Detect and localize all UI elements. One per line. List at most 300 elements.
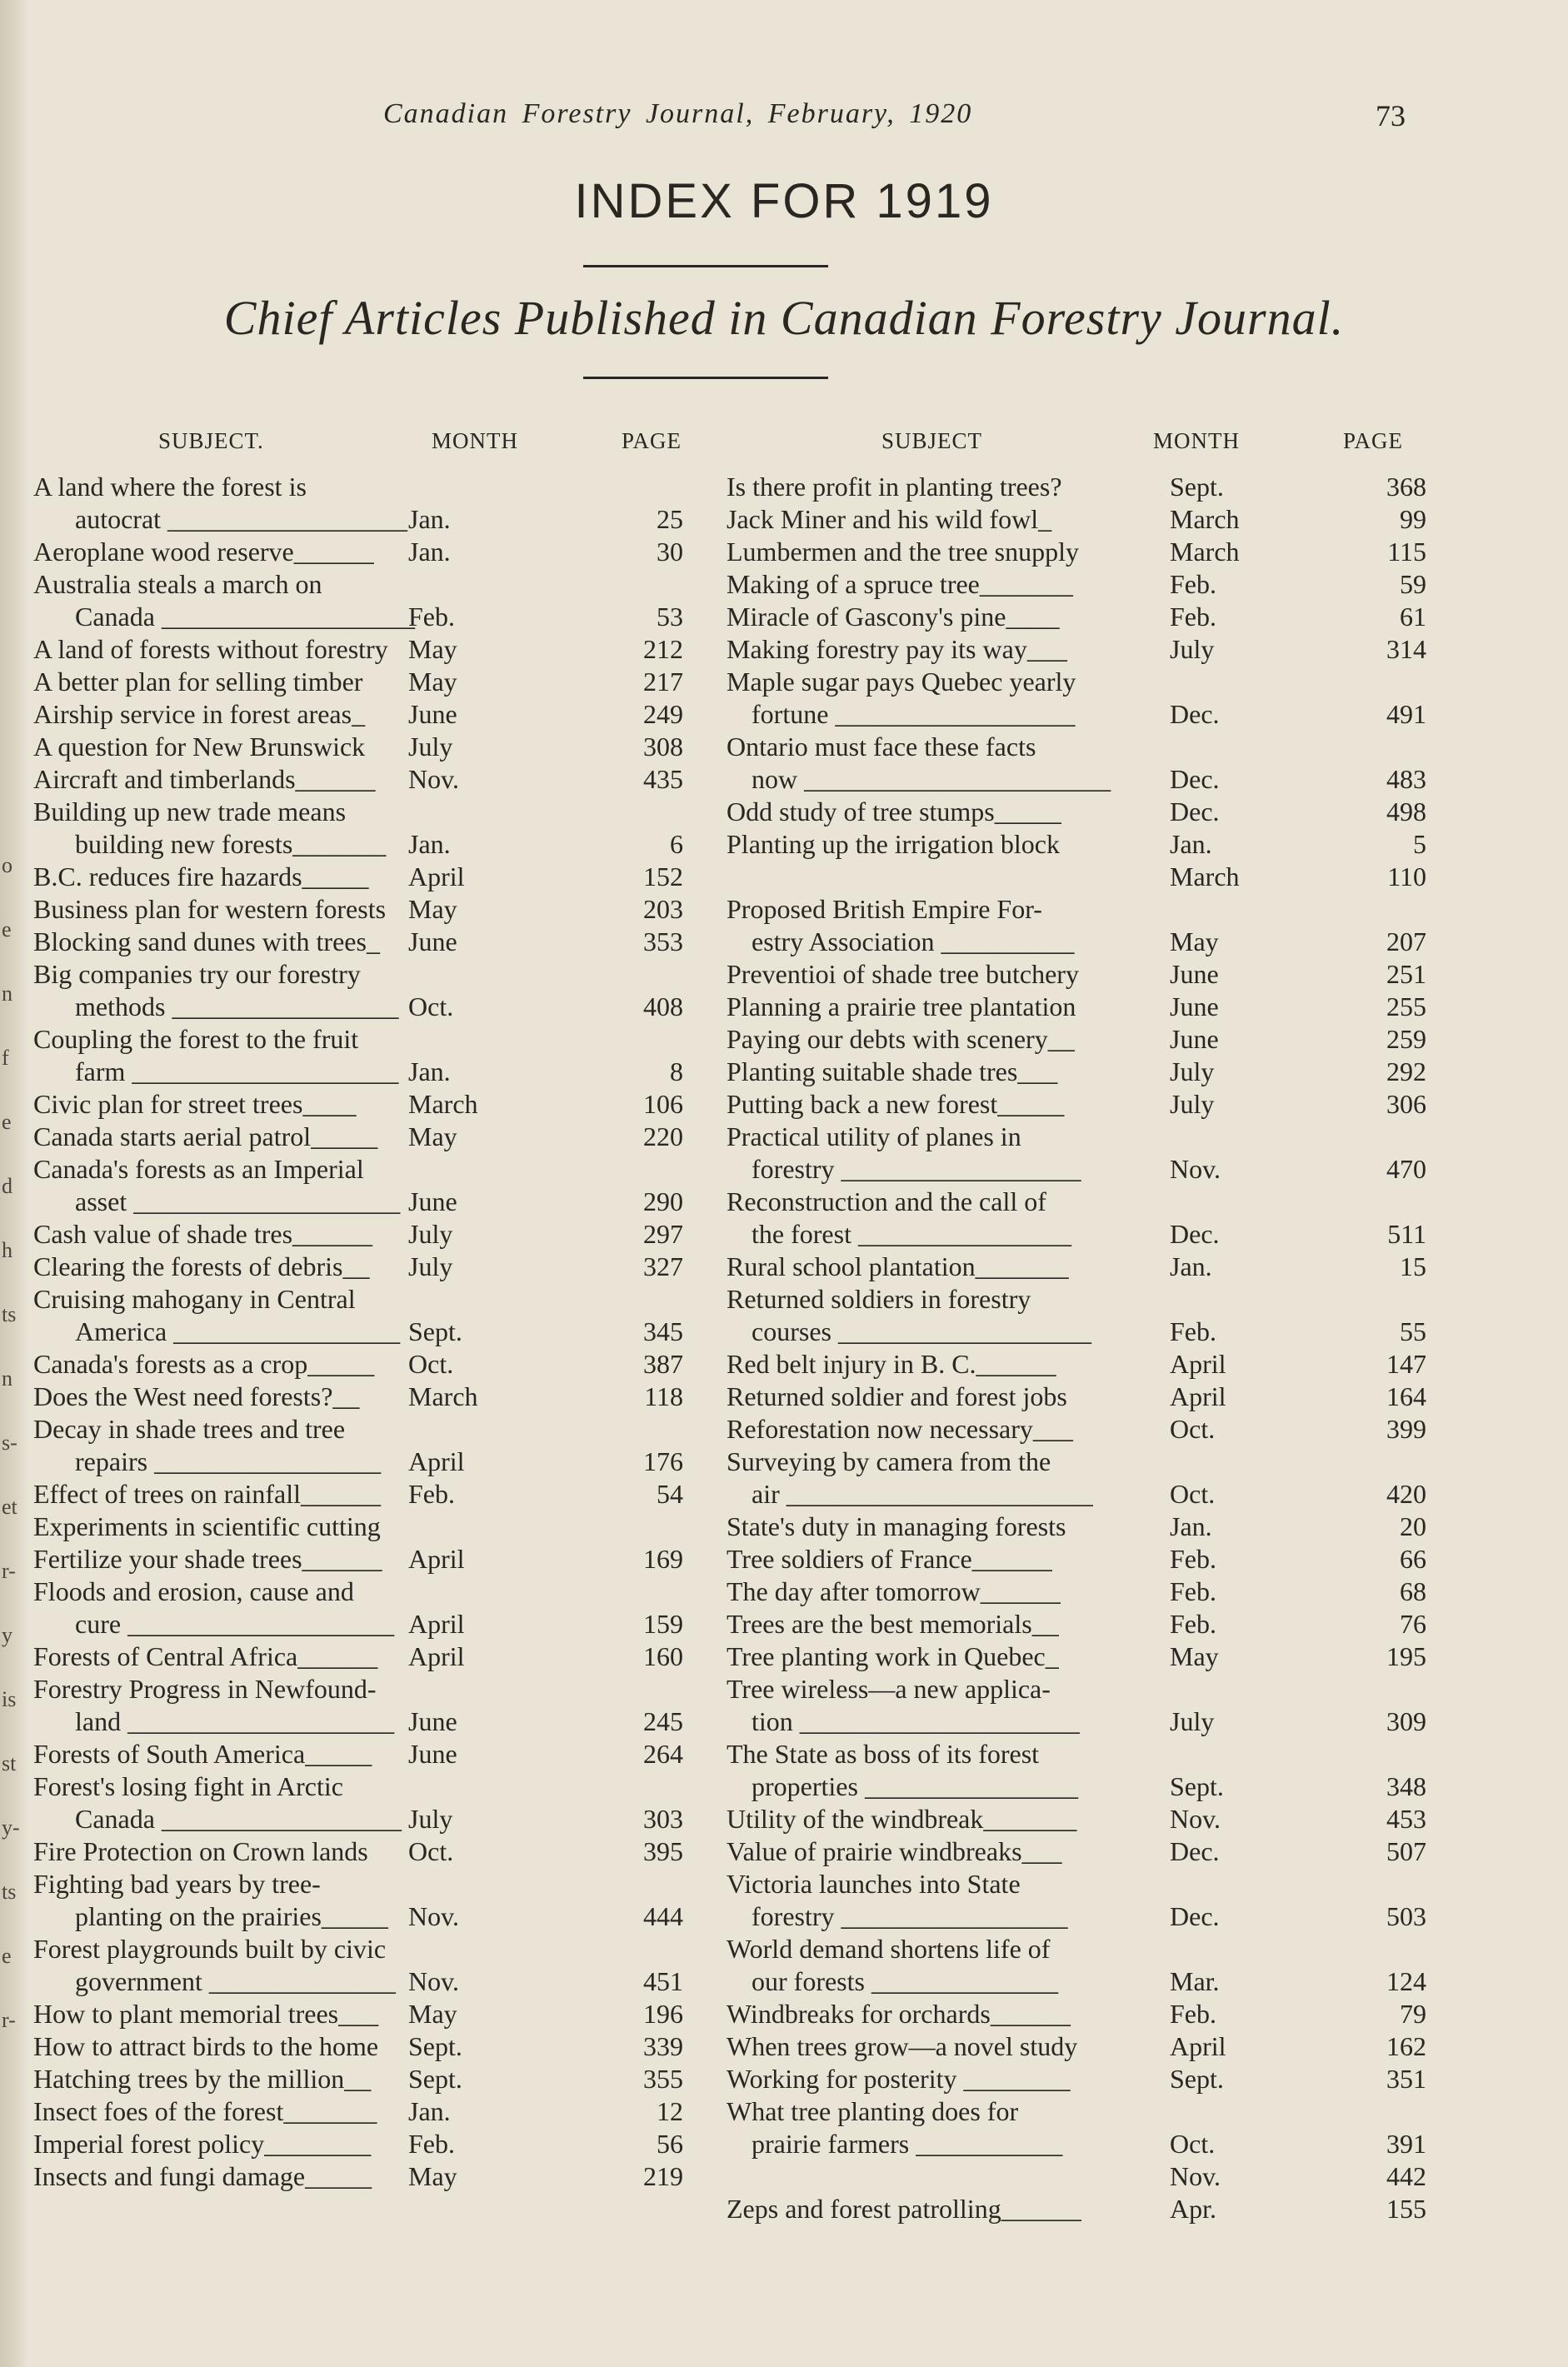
entry-line [0, 1186, 717, 1218]
entry-line [727, 2030, 1443, 2063]
entry-line [727, 1381, 1443, 1413]
entry-line [0, 763, 717, 796]
entry-line [727, 568, 1443, 601]
entry-page: 314 [1386, 634, 1426, 664]
index-entry [727, 1413, 1443, 1446]
entry-page: 435 [643, 764, 683, 794]
index-entry [0, 1998, 717, 2030]
entry-month: Mar. [1170, 1966, 1220, 1996]
entry-subject: Forests of South America_____ [33, 1739, 372, 1769]
entry-month: May [1170, 1641, 1219, 1671]
index-entry [0, 2063, 717, 2095]
entry-page: 203 [643, 894, 683, 924]
entry-subject: building new forests_______ [75, 829, 387, 859]
index-entry [0, 1381, 717, 1413]
index-entry [727, 1023, 1443, 1056]
entry-subject: Big companies try our forestry [33, 959, 361, 989]
entry-subject: Canada's forests as an Imperial [33, 1154, 364, 1184]
entry-subject: Coupling the forest to the fruit [33, 1024, 359, 1054]
entry-line [0, 698, 717, 731]
entry-page: 169 [643, 1544, 683, 1574]
index-entry [0, 2160, 717, 2193]
entry-line [727, 1446, 1443, 1478]
index-entry [727, 2030, 1443, 2063]
entry-line [0, 1933, 717, 1965]
index-entry [0, 1673, 717, 1738]
entry-page: 391 [1386, 2129, 1426, 2159]
entry-line [0, 1868, 717, 1900]
index-entry [0, 2128, 717, 2160]
entry-line [727, 796, 1443, 828]
entry-month: Feb. [1170, 1544, 1216, 1574]
entry-page: 220 [643, 1121, 683, 1151]
entry-month: Sept. [408, 2064, 462, 2094]
entry-page: 195 [1386, 1641, 1426, 1671]
index-entry [727, 893, 1443, 958]
entry-line [727, 1738, 1443, 1770]
index-entry [0, 471, 717, 536]
entry-subject: Making of a spruce tree_______ [727, 569, 1073, 599]
entry-page: 308 [643, 732, 683, 762]
entry-subject: The day after tomorrow______ [727, 1576, 1061, 1606]
index-entry [727, 471, 1443, 503]
entry-month: Sept. [1170, 2064, 1224, 2094]
entry-page: 160 [643, 1641, 683, 1671]
entry-subject: Reforestation now necessary___ [727, 1414, 1073, 1444]
entry-month: April [1170, 1349, 1226, 1379]
entry-month: Oct. [408, 1836, 454, 1866]
entry-subject: Canada's forests as a crop_____ [33, 1349, 375, 1379]
entry-page: 68 [1400, 1576, 1426, 1606]
entry-month: March [1170, 504, 1240, 534]
entry-subject: Canada starts aerial patrol_____ [33, 1121, 378, 1151]
index-entry [0, 1218, 717, 1251]
gutter-fragment: f [2, 1046, 9, 1070]
index-entry [0, 926, 717, 958]
entry-subject: What tree planting does for [727, 2096, 1019, 2126]
index-entry [727, 828, 1443, 861]
index-entry [0, 1413, 717, 1478]
entry-subject: properties ________________ [752, 1771, 1078, 1801]
index-entry [0, 1770, 717, 1835]
entry-line [727, 1900, 1443, 1933]
entry-line [727, 1640, 1443, 1673]
entry-subject: Aircraft and timberlands______ [33, 764, 376, 794]
entry-month: Oct. [1170, 1479, 1216, 1509]
entry-line [0, 666, 717, 698]
entry-month: Feb. [1170, 602, 1216, 632]
entry-line [0, 1511, 717, 1543]
entry-line [727, 1186, 1443, 1218]
entry-subject: Imperial forest policy________ [33, 2129, 372, 2159]
entry-subject: our forests ______________ [752, 1966, 1058, 1996]
entry-month: May [408, 894, 457, 924]
entry-line [0, 1998, 717, 2030]
entry-month: July [408, 1251, 453, 1281]
index-entry [727, 1348, 1443, 1381]
entry-subject: tion _____________________ [752, 1706, 1080, 1736]
entry-line [0, 1446, 717, 1478]
entry-page: 110 [1387, 861, 1426, 891]
index-entry [727, 796, 1443, 828]
entry-month: Jan. [408, 504, 451, 534]
title-divider [583, 265, 828, 267]
index-entry [727, 1381, 1443, 1413]
entry-month: Jan. [408, 829, 451, 859]
entry-month: Dec. [1170, 1836, 1220, 1866]
gutter-fragment: s- [2, 1431, 17, 1455]
entry-page: 76 [1400, 1609, 1426, 1639]
entry-subject: air _______________________ [752, 1479, 1093, 1509]
index-entry [0, 958, 717, 1023]
entry-page: 15 [1400, 1251, 1426, 1281]
entry-subject: Paying our debts with scenery__ [727, 1024, 1075, 1054]
entry-line [727, 1056, 1443, 1088]
entry-page: 306 [1386, 1089, 1426, 1119]
entry-page: 53 [657, 602, 683, 632]
index-subtitle: Chief Articles Published in Canadian Forestry Journal. [223, 291, 1345, 345]
entry-subject: farm ____________________ [75, 1056, 399, 1086]
entry-line [727, 1478, 1443, 1511]
entry-line [727, 633, 1443, 666]
entry-subject: land ____________________ [75, 1706, 395, 1736]
entry-subject: Experiments in scientific cutting [33, 1511, 381, 1541]
entry-line [0, 1413, 717, 1446]
gutter-fragment: et [2, 1495, 17, 1519]
entry-month: June [408, 1739, 457, 1769]
entry-month: June [408, 699, 457, 729]
entry-line [0, 1576, 717, 1608]
entry-month: Feb. [1170, 569, 1216, 599]
entry-subject: forestry __________________ [752, 1154, 1081, 1184]
entry-page: 444 [643, 1901, 683, 1931]
entry-line [727, 1088, 1443, 1121]
entry-subject: Business plan for western forests [33, 894, 387, 924]
index-entry [727, 2160, 1443, 2193]
entry-subject: Decay in shade trees and tree [33, 1414, 346, 1444]
entry-month: Feb. [408, 2129, 455, 2159]
entry-line [0, 1608, 717, 1640]
entry-page: 290 [643, 1186, 683, 1216]
entry-subject: now _______________________ [752, 764, 1111, 794]
entry-page: 451 [643, 1966, 683, 1996]
entry-subject: the forest ________________ [752, 1219, 1071, 1249]
entry-subject: estry Association __________ [752, 926, 1075, 956]
entry-line [727, 471, 1443, 503]
entry-month: June [408, 926, 457, 956]
index-entry [0, 1088, 717, 1121]
entry-month: April [408, 861, 465, 891]
entry-month: Oct. [1170, 1414, 1216, 1444]
entry-line [0, 1738, 717, 1770]
index-entry [727, 1056, 1443, 1088]
entry-month: May [408, 2161, 457, 2191]
entry-line [0, 1835, 717, 1868]
entry-line [0, 2063, 717, 2095]
gutter-fragment: e [2, 1944, 12, 1968]
entry-month: Feb. [1170, 1576, 1216, 1606]
entry-line [0, 536, 717, 568]
journal-title: Canadian Forestry Journal, February, 1920 [383, 98, 973, 129]
entry-line [727, 1998, 1443, 2030]
entry-subject: Maple sugar pays Quebec yearly [727, 667, 1076, 697]
entry-page: 498 [1386, 796, 1426, 826]
entry-month: Oct. [408, 991, 454, 1021]
entry-subject: Planting up the irrigation block [727, 829, 1060, 859]
entry-month: Jan. [1170, 1511, 1212, 1541]
index-entry [727, 991, 1443, 1023]
index-entry [0, 1348, 717, 1381]
entry-line [727, 1965, 1443, 1998]
entry-page: 368 [1386, 472, 1426, 502]
entry-subject: Does the West need forests?__ [33, 1381, 360, 1411]
entry-subject: fortune __________________ [752, 699, 1076, 729]
right-month-header: MONTH [1153, 428, 1240, 453]
index-entry [0, 893, 717, 926]
entry-page: 56 [657, 2129, 683, 2159]
entry-line [0, 731, 717, 763]
index-entry [727, 503, 1443, 536]
index-entry [727, 1251, 1443, 1283]
entry-line [0, 2160, 717, 2193]
entry-month: Sept. [1170, 472, 1224, 502]
entry-month: Nov. [1170, 1804, 1221, 1834]
page-number: 73 [1376, 99, 1406, 132]
entry-subject: Aeroplane wood reserve______ [33, 537, 374, 567]
gutter-fragment: e [2, 917, 12, 941]
entry-subject: Victoria launches into State [727, 1869, 1021, 1899]
entry-subject: State's duty in managing forests [727, 1511, 1066, 1541]
entry-subject: methods _________________ [75, 991, 399, 1021]
index-entry [727, 1933, 1443, 1998]
entry-subject: Is there profit in planting trees? [727, 472, 1062, 502]
entry-subject: Odd study of tree stumps_____ [727, 796, 1061, 826]
entry-page: 79 [1400, 1999, 1426, 2029]
index-entry [727, 1446, 1443, 1511]
entry-page: 54 [657, 1479, 683, 1509]
entry-month: Apr. [1170, 2194, 1216, 2224]
index-entry [0, 536, 717, 568]
index-entry [0, 1576, 717, 1640]
entry-subject: Red belt injury in B. C.______ [727, 1349, 1056, 1379]
entry-month: Dec. [1170, 1901, 1220, 1931]
entry-month: June [408, 1186, 457, 1216]
entry-subject: Windbreaks for orchards______ [727, 1999, 1071, 2029]
page-header [0, 98, 1568, 140]
index-entry [727, 1998, 1443, 2030]
entry-month: April [1170, 1381, 1226, 1411]
entry-month: April [1170, 2031, 1226, 2061]
index-entry [727, 633, 1443, 666]
entry-page: 155 [1386, 2194, 1426, 2224]
index-entry [0, 2095, 717, 2128]
entry-month: April [408, 1609, 465, 1639]
index-entry [0, 1283, 717, 1348]
entry-month: Nov. [1170, 1154, 1221, 1184]
entry-month: Jan. [1170, 1251, 1212, 1281]
entry-page: 351 [1386, 2064, 1426, 2094]
entry-page: 106 [643, 1089, 683, 1119]
left-month-header: MONTH [432, 428, 518, 453]
entry-line [727, 1316, 1443, 1348]
entry-subject: Civic plan for street trees____ [33, 1089, 357, 1119]
index-entry [727, 958, 1443, 991]
gutter-fragment: n [2, 1366, 12, 1391]
entry-line [727, 2095, 1443, 2128]
entry-page: 25 [657, 504, 683, 534]
entry-line [0, 991, 717, 1023]
entry-subject: forestry _________________ [752, 1901, 1068, 1931]
entry-line [0, 1316, 717, 1348]
entry-subject: Cruising mahogany in Central [33, 1284, 356, 1314]
entry-line [727, 861, 1443, 893]
entry-month: Nov. [408, 764, 460, 794]
entry-subject: B.C. reduces fire hazards_____ [33, 861, 369, 891]
entry-page: 20 [1400, 1511, 1426, 1541]
entry-month: July [408, 732, 453, 762]
entry-line [727, 2160, 1443, 2193]
entry-page: 264 [643, 1739, 683, 1769]
entry-page: 353 [643, 926, 683, 956]
entry-line [0, 1900, 717, 1933]
entry-month: July [408, 1804, 453, 1834]
entry-line [727, 666, 1443, 698]
entry-subject: government ______________ [75, 1966, 396, 1996]
entry-subject: Planting suitable shade tres___ [727, 1056, 1058, 1086]
entry-page: 399 [1386, 1414, 1426, 1444]
entry-page: 115 [1387, 537, 1426, 567]
entry-page: 408 [643, 991, 683, 1021]
index-entry [727, 1121, 1443, 1186]
entry-page: 207 [1386, 926, 1426, 956]
entry-subject: Forest playgrounds built by civic [33, 1934, 387, 1964]
entry-subject: Clearing the forests of debris__ [33, 1251, 370, 1281]
index-entry [0, 1543, 717, 1576]
index-entry [0, 1153, 717, 1218]
entry-line [0, 861, 717, 893]
entry-month: Nov. [408, 1901, 460, 1931]
right-index-column [727, 471, 1443, 2225]
entry-line [0, 1543, 717, 1576]
entry-line [727, 2063, 1443, 2095]
entry-line [0, 828, 717, 861]
entry-line [727, 828, 1443, 861]
entry-line [727, 1576, 1443, 1608]
entry-page: 219 [643, 2161, 683, 2191]
entry-month: Feb. [408, 1479, 455, 1509]
entry-month: July [1170, 1706, 1215, 1736]
right-page-header: PAGE [1343, 428, 1404, 453]
entry-page: 59 [1400, 569, 1426, 599]
entry-page: 162 [1386, 2031, 1426, 2061]
entry-line [727, 1121, 1443, 1153]
entry-subject: Rural school plantation_______ [727, 1251, 1069, 1281]
entry-month: Dec. [1170, 764, 1220, 794]
index-entry [727, 1088, 1443, 1121]
gutter-fragment: y [2, 1623, 12, 1647]
entry-line [0, 1283, 717, 1316]
index-entry [727, 601, 1443, 633]
entry-line [727, 1153, 1443, 1186]
entry-month: March [1170, 861, 1240, 891]
gutter-fragment: e [2, 1110, 12, 1134]
entry-month: June [1170, 991, 1219, 1021]
entry-line [0, 1673, 717, 1705]
entry-subject: Returned soldiers in forestry [727, 1284, 1031, 1314]
entry-page: 259 [1386, 1024, 1426, 1054]
entry-line [0, 958, 717, 991]
index-entry [727, 1608, 1443, 1640]
entry-subject: Making forestry pay its way___ [727, 634, 1067, 664]
index-entry [727, 2095, 1443, 2160]
entry-line [0, 1381, 717, 1413]
index-entry [0, 731, 717, 763]
entry-page: 12 [657, 2096, 683, 2126]
entry-subject: Tree planting work in Quebec_ [727, 1641, 1059, 1671]
index-entry [727, 861, 1443, 893]
index-entry [727, 1738, 1443, 1803]
index-entry [0, 1251, 717, 1283]
entry-line [727, 1543, 1443, 1576]
gutter-fragment: ts [2, 1880, 17, 1904]
entry-subject: Building up new trade means [33, 796, 347, 826]
entry-page: 8 [670, 1056, 683, 1086]
entry-subject: Airship service in forest areas_ [33, 699, 366, 729]
entry-month: April [408, 1446, 465, 1476]
entry-subject: America _________________ [75, 1316, 401, 1346]
entry-subject: Putting back a new forest_____ [727, 1089, 1065, 1119]
entry-subject: cure ____________________ [75, 1609, 395, 1639]
index-entry [727, 1640, 1443, 1673]
entry-month: Feb. [1170, 1316, 1216, 1346]
entry-month: March [408, 1089, 478, 1119]
entry-line [727, 1803, 1443, 1835]
entry-line [0, 1803, 717, 1835]
entry-line [0, 601, 717, 633]
entry-page: 255 [1386, 991, 1426, 1021]
entry-line [727, 1835, 1443, 1868]
entry-line [727, 893, 1443, 926]
entry-subject: When trees grow—a novel study [727, 2031, 1078, 2061]
entry-page: 5 [1413, 829, 1426, 859]
entry-subject: Forest's losing fight in Arctic [33, 1771, 343, 1801]
entry-subject: Utility of the windbreak_______ [727, 1804, 1077, 1834]
entry-line [727, 1283, 1443, 1316]
entry-month: Dec. [1170, 796, 1220, 826]
entry-subject: Zeps and forest patrolling______ [727, 2194, 1081, 2224]
entry-subject: autocrat __________________ [75, 504, 408, 534]
entry-month: Feb. [1170, 1609, 1216, 1639]
index-entry [0, 763, 717, 796]
entry-page: 245 [643, 1706, 683, 1736]
entry-month: June [1170, 1024, 1219, 1054]
index-entry [0, 1640, 717, 1673]
entry-month: Jan. [1170, 829, 1212, 859]
index-entry [0, 2030, 717, 2063]
entry-month: July [1170, 634, 1215, 664]
entry-line [727, 1023, 1443, 1056]
entry-line [0, 1478, 717, 1511]
entry-month: Jan. [408, 1056, 451, 1086]
entry-subject: Proposed British Empire For- [727, 894, 1042, 924]
index-entry [0, 1933, 717, 1998]
entry-subject: Fighting bad years by tree- [33, 1869, 321, 1899]
entry-month: Sept. [1170, 1771, 1224, 1801]
entry-line [0, 1088, 717, 1121]
index-entry [0, 568, 717, 633]
entry-month: Sept. [408, 1316, 462, 1346]
entry-line [0, 1218, 717, 1251]
